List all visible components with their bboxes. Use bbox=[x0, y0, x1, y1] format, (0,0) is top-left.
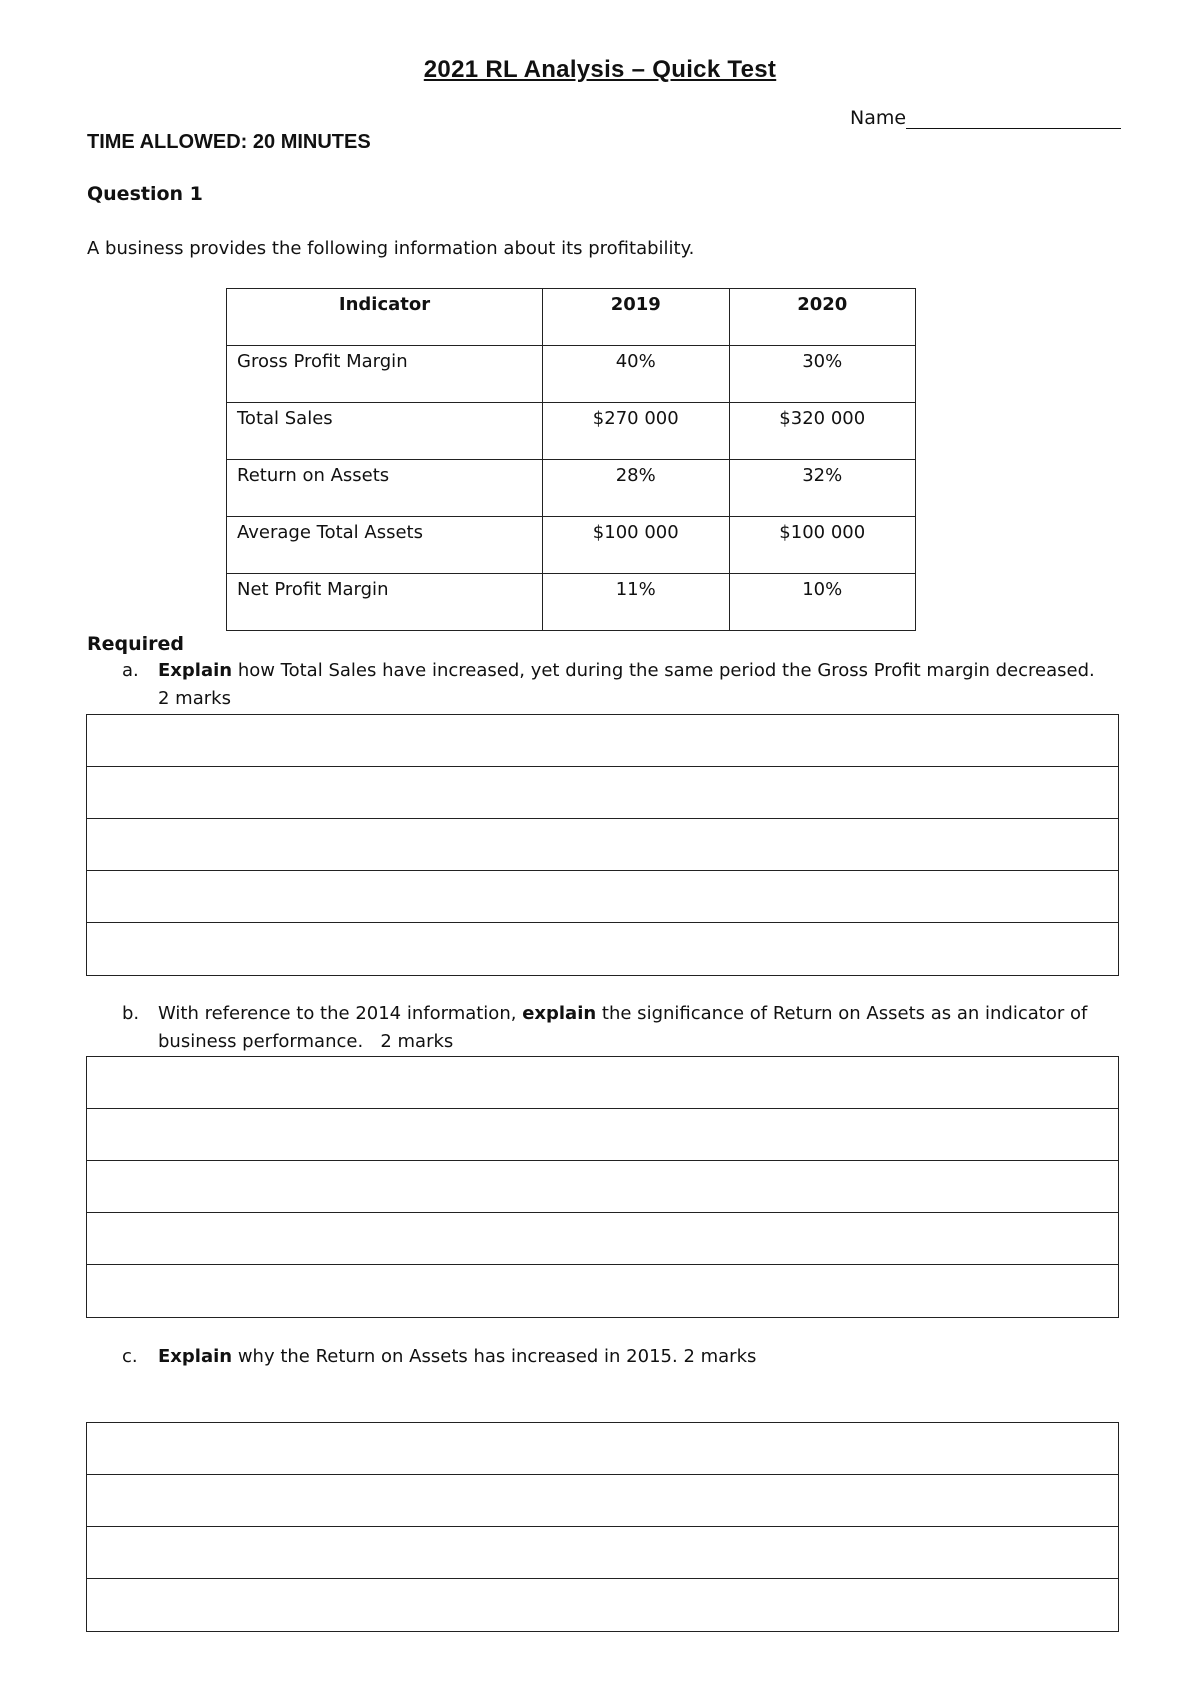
intro-text: A business provides the following information about its profitability. bbox=[87, 238, 695, 259]
table-cell: Gross Profit Margin bbox=[227, 346, 543, 403]
question-c bbox=[122, 1343, 1112, 1371]
answer-line[interactable] bbox=[87, 1475, 1118, 1527]
name-field[interactable] bbox=[850, 107, 1121, 129]
table-cell: Total Sales bbox=[227, 403, 543, 460]
table-cell: $100 000 bbox=[543, 517, 730, 574]
time-allowed: TIME ALLOWED: 20 MINUTES bbox=[87, 131, 371, 153]
answer-line[interactable] bbox=[87, 1109, 1118, 1161]
table-row bbox=[227, 517, 916, 574]
required-label: Required bbox=[87, 633, 185, 655]
question-letter: b. bbox=[122, 1003, 140, 1024]
answer-box-a[interactable] bbox=[86, 714, 1119, 976]
table-cell: $270 000 bbox=[543, 403, 730, 460]
profitability-table bbox=[226, 288, 916, 631]
answer-line[interactable] bbox=[87, 1579, 1118, 1631]
answer-line[interactable] bbox=[87, 1057, 1118, 1109]
table-row bbox=[227, 574, 916, 631]
table-cell: Net Profit Margin bbox=[227, 574, 543, 631]
table-header: Indicator bbox=[227, 289, 543, 346]
table-cell: 30% bbox=[729, 346, 916, 403]
question-keyword: Explain bbox=[158, 660, 233, 681]
question-letter: c. bbox=[122, 1346, 138, 1367]
table-cell: 32% bbox=[729, 460, 916, 517]
answer-line[interactable] bbox=[87, 1423, 1118, 1475]
question-a bbox=[122, 657, 1112, 713]
table-row bbox=[227, 346, 916, 403]
table-cell: Average Total Assets bbox=[227, 517, 543, 574]
table-cell: 40% bbox=[543, 346, 730, 403]
table-header: 2019 bbox=[543, 289, 730, 346]
question-text: how Total Sales have increased, yet during the same period the Gross Profit margin decreased. bbox=[232, 660, 1095, 681]
question-b bbox=[122, 1000, 1112, 1056]
answer-line[interactable] bbox=[87, 767, 1118, 819]
question-text: why the Return on Assets has increased in 2015. bbox=[232, 1346, 678, 1367]
table-cell: $320 000 bbox=[729, 403, 916, 460]
table-row bbox=[227, 460, 916, 517]
table-cell: 11% bbox=[543, 574, 730, 631]
question-keyword: explain bbox=[522, 1003, 597, 1024]
question-heading: Question 1 bbox=[87, 183, 203, 205]
name-label: Name bbox=[850, 107, 907, 129]
table-row bbox=[227, 403, 916, 460]
answer-box-b[interactable] bbox=[86, 1056, 1119, 1318]
answer-box-c[interactable] bbox=[86, 1422, 1119, 1632]
answer-line[interactable] bbox=[87, 1265, 1118, 1317]
answer-line[interactable] bbox=[87, 923, 1118, 975]
question-marks: 2 marks bbox=[683, 1346, 757, 1367]
question-text: the significance of Return on Assets as an indicator of business performance. bbox=[158, 1003, 1088, 1052]
question-text: With reference to the 2014 information, bbox=[158, 1003, 523, 1024]
question-marks: 2 marks bbox=[380, 1031, 454, 1052]
answer-line[interactable] bbox=[87, 819, 1118, 871]
question-letter: a. bbox=[122, 660, 139, 681]
answer-line[interactable] bbox=[87, 1161, 1118, 1213]
table-cell: 28% bbox=[543, 460, 730, 517]
answer-line[interactable] bbox=[87, 715, 1118, 767]
page-title: 2021 RL Analysis – Quick Test bbox=[423, 56, 777, 83]
table-cell: 10% bbox=[729, 574, 916, 631]
name-underline bbox=[906, 108, 1121, 129]
table-cell: $100 000 bbox=[729, 517, 916, 574]
table-header-row bbox=[227, 289, 916, 346]
question-keyword: Explain bbox=[158, 1346, 233, 1367]
answer-line[interactable] bbox=[87, 1527, 1118, 1579]
answer-line[interactable] bbox=[87, 871, 1118, 923]
table-header: 2020 bbox=[729, 289, 916, 346]
table-cell: Return on Assets bbox=[227, 460, 543, 517]
question-marks: 2 marks bbox=[158, 688, 231, 709]
answer-line[interactable] bbox=[87, 1213, 1118, 1265]
